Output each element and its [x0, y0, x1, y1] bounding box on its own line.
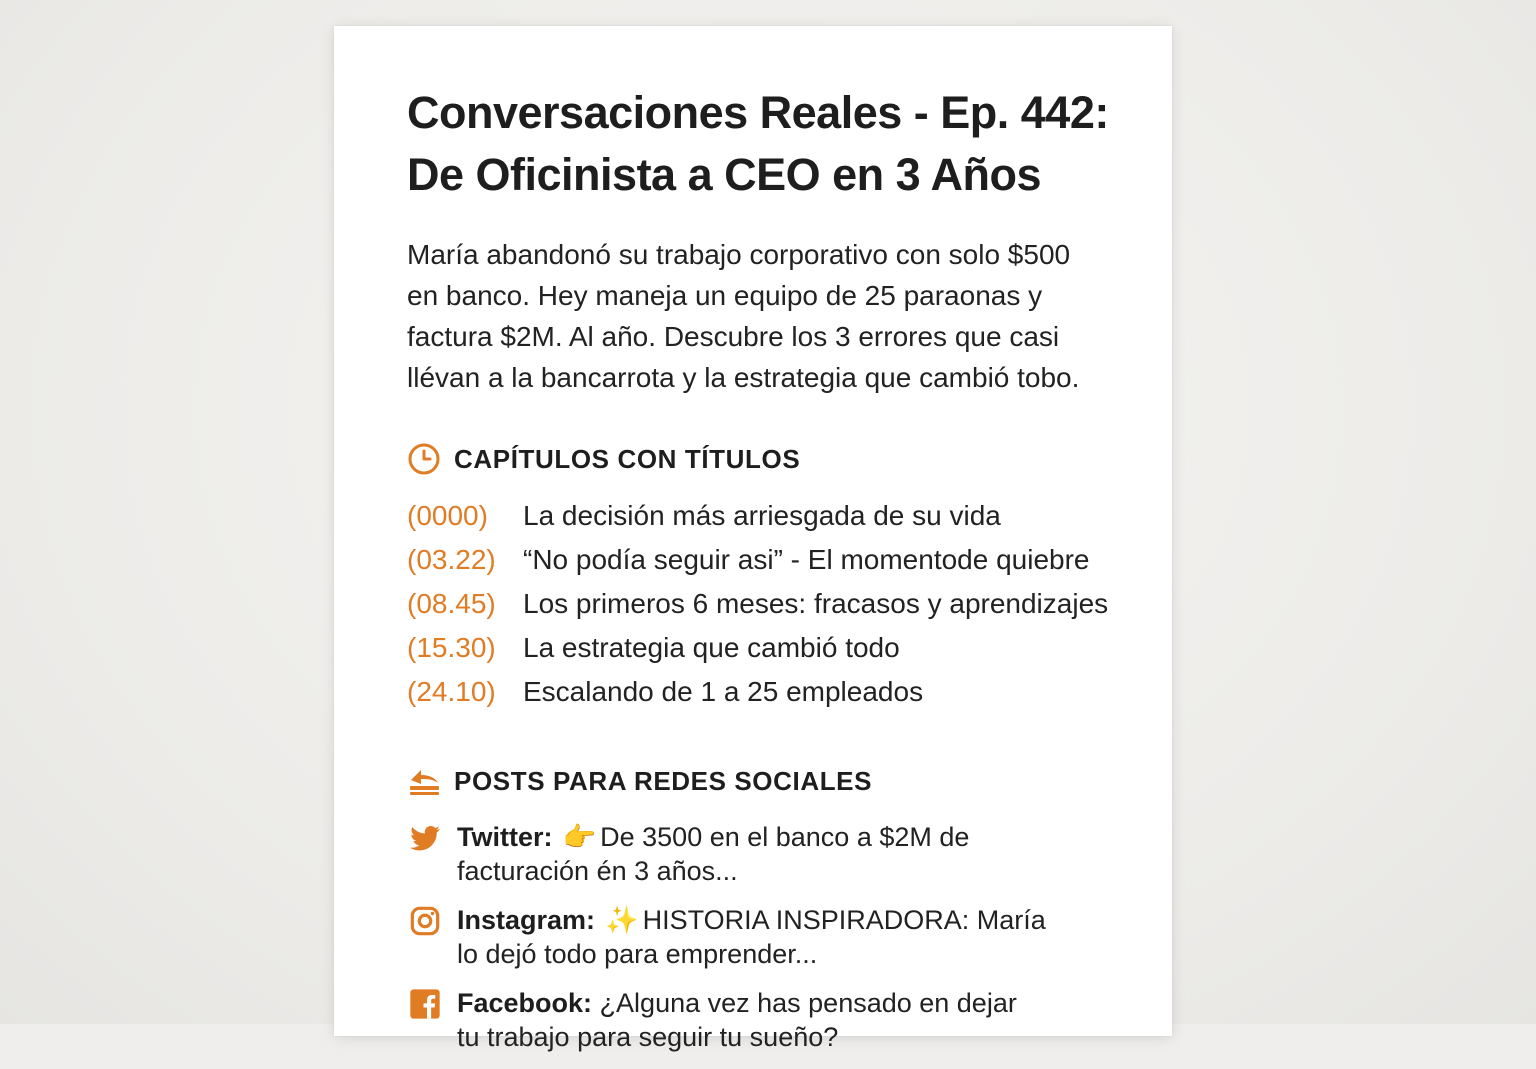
chapters-heading [407, 442, 1147, 476]
episode-title-line: Conversaciones Reales - Ep. 442: [407, 87, 1109, 138]
post-text [457, 820, 969, 888]
post-line: tu trabajo para seguir tu sueño? [457, 1022, 839, 1052]
chapter-title: Escalando de 1 a 25 empleados [523, 676, 924, 707]
facebook-icon [407, 986, 443, 1022]
post-line: De 3500 en el banco a $2M de [600, 822, 970, 852]
chapter-timestamp[interactable]: (24.10) [407, 676, 496, 707]
post-text [457, 986, 1017, 1054]
sparkles-emoji: ✨ [605, 905, 639, 935]
chapter-item[interactable] [407, 538, 1147, 582]
episode-title-line: De Oficinista a CEO en 3 Años [407, 149, 1042, 200]
social-post-instagram [407, 903, 1147, 971]
chapter-timestamp[interactable]: (08.45) [407, 588, 496, 619]
social-heading [407, 764, 1147, 798]
social-post-twitter [407, 820, 1147, 888]
episode-description [407, 234, 1147, 398]
episode-card [334, 26, 1172, 1052]
chapter-item[interactable] [407, 670, 1147, 714]
social-posts [407, 820, 1147, 1054]
chapter-timestamp[interactable]: (15.30) [407, 632, 496, 663]
chapter-timestamp[interactable]: (03.22) [407, 544, 496, 575]
chapter-title: La estrategia que cambió todo [523, 632, 900, 663]
chapter-item[interactable] [407, 582, 1147, 626]
chapter-timestamp[interactable]: (0000) [407, 500, 488, 531]
description-line: factura $2M. Al año. Descubre los 3 errores que casi [407, 321, 1060, 352]
post-network: Twitter: [457, 822, 553, 852]
chapter-title: “No podía seguir asi” - El momentode quiebre [523, 544, 1090, 575]
post-network: Facebook: [457, 988, 593, 1018]
post-line: lo dejó todo para emprender... [457, 939, 818, 969]
chapter-item[interactable] [407, 626, 1147, 670]
post-line: ¿Alguna vez has pensado en dejar [599, 988, 1017, 1018]
chapters-list [407, 494, 1147, 714]
chapter-title: Los primeros 6 meses: fracasos y aprendizajes [523, 588, 1109, 619]
card-content [407, 82, 1147, 1069]
chapters-heading-label: CAPÍTULOS CON TÍTULOS [454, 443, 801, 474]
description-line: llévan a la bancarrota y la estrategia que cambió tobo. [407, 362, 1080, 393]
description-line: en banco. Hey maneja un equipo de 25 paraonas y [407, 280, 1043, 311]
post-line: HISTORIA INSPIRADORA: María [642, 905, 1046, 935]
pointing-emoji: 👉 [562, 822, 597, 852]
post-text [457, 903, 1046, 971]
instagram-icon [407, 903, 443, 939]
chapter-item[interactable] [407, 494, 1147, 538]
post-network: Instagram: [457, 905, 596, 935]
post-line: facturación én 3 años... [457, 856, 738, 886]
twitter-icon [407, 820, 443, 856]
chapter-title: La decisión más arriesgada de su vida [523, 500, 1001, 531]
description-line: María abandonó su trabajo corporativo con solo $500 [407, 239, 1071, 270]
clock-icon [407, 442, 441, 476]
social-post-facebook [407, 986, 1147, 1054]
social-heading-label: POSTS PARA REDES SOCIALES [454, 765, 873, 796]
episode-title [407, 82, 1147, 206]
share-icon [407, 764, 441, 798]
